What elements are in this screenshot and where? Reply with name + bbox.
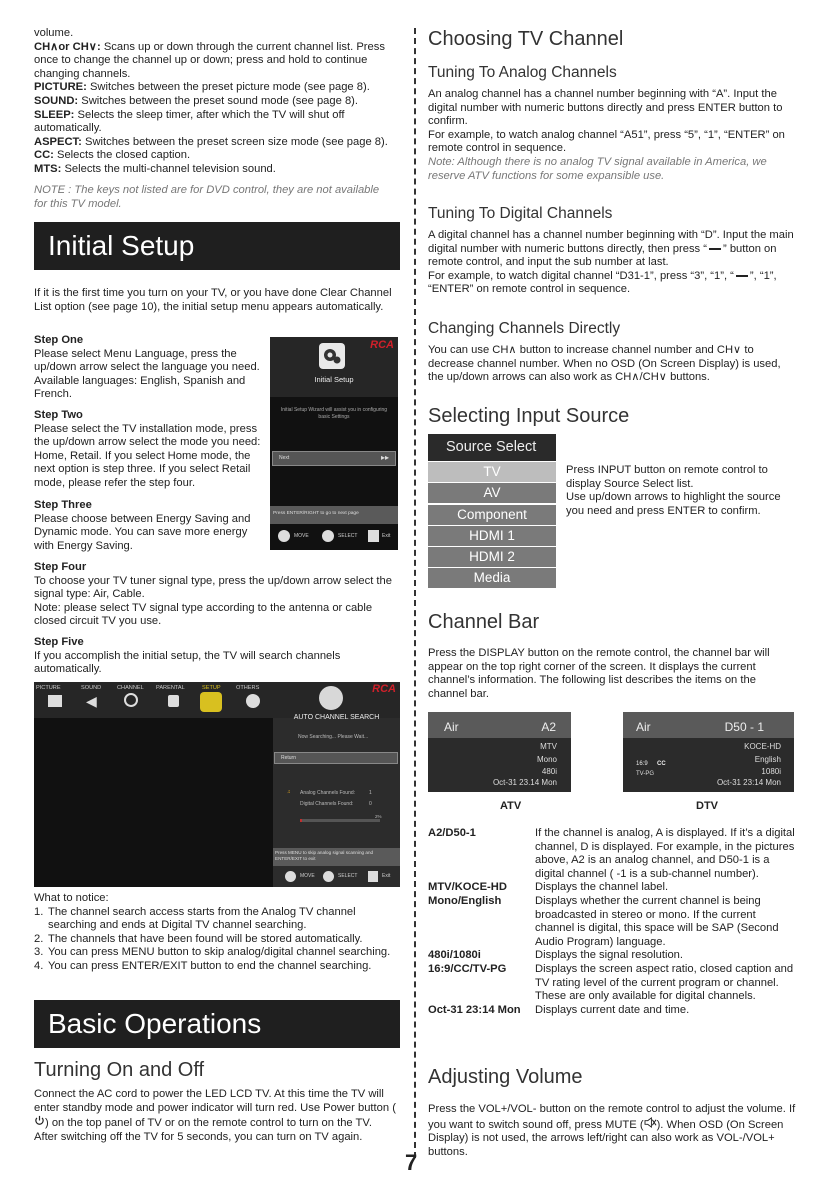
intro-value: Selects the sleep timer, after which the TV will shut off automatically.	[34, 108, 345, 135]
digital-text-c: ”, “1”, “ENTER” on remote control in sequence.	[428, 269, 777, 296]
hint-text: Press ENTER/RIGHT to go to next page	[273, 511, 359, 516]
notice-number: 3.	[34, 946, 44, 959]
analog-note: Note: Although there is no analog TV signal available in America, we reserve ATV functions for some expansible use.	[428, 155, 767, 182]
turning-text	[34, 1088, 396, 1144]
select-icon	[322, 530, 334, 542]
dash-icon	[709, 248, 721, 250]
definition-desc: Displays the signal resolution.	[535, 949, 683, 962]
source-text	[566, 464, 796, 518]
source-item-component[interactable]: Component	[428, 505, 556, 525]
select-label: SELECT	[338, 533, 358, 539]
notice-item	[34, 906, 400, 933]
intro-key: CH∧or CH∨:	[34, 40, 101, 53]
definition-row	[428, 949, 796, 963]
tab-sound[interactable]: SOUND	[81, 685, 102, 691]
definition-term: Mono/English	[428, 894, 502, 907]
step-title: Step Two	[34, 409, 83, 421]
dtv-date: Oct-31 23:14 Mon	[716, 778, 781, 787]
intro-key: SLEEP:	[34, 108, 75, 121]
source-text-body: Press INPUT button on remote control to display Source Select list. Use up/down arrows to highlight the source you need and press ENTER to confirm.	[566, 464, 781, 517]
nav-hints	[273, 868, 400, 886]
tab-setup[interactable]: SETUP	[202, 685, 221, 691]
intro-line	[34, 163, 406, 177]
dtv-audio: English	[754, 755, 781, 764]
digital-title: Tuning To Digital Channels	[428, 205, 613, 222]
analog-value: 1	[369, 790, 372, 796]
volume-text-b: ). When OSD (On Screen Display) is not used, the arrows left/right can also work as VOL-/VOL+ buttons.	[428, 1118, 784, 1158]
search-icon	[319, 686, 343, 710]
turning-text-a: Connect the AC cord to power the LED LCD TV. At this time the TV will enter standby mode and power indicator will turn red. Use Power button (	[34, 1088, 396, 1114]
step-three	[34, 499, 266, 553]
intro-key: CC:	[34, 149, 54, 162]
intro-line	[34, 27, 406, 41]
notice-number: 2.	[34, 932, 44, 945]
dtv-caption: DTV	[696, 800, 718, 812]
step-five	[34, 636, 398, 677]
analog-section	[428, 88, 794, 183]
definition-term: Oct-31 23:14 Mon	[428, 1003, 521, 1016]
intro-key: PICTURE:	[34, 81, 87, 94]
progress-label: 2%	[375, 814, 382, 819]
intro-line	[34, 41, 406, 82]
definition-row	[428, 895, 796, 949]
intro-value: Scans up or down through the current channel list. Press once to change the channel up or down; press and hold to continue changing channels.	[34, 40, 385, 80]
select-label: SELECT	[338, 873, 358, 879]
power-icon	[34, 1115, 45, 1131]
tab-others[interactable]: OTHERS	[236, 685, 260, 691]
notice-text: You can press MENU button to skip analog/digital channel searching.	[48, 946, 391, 959]
initial-setup-screen	[270, 337, 398, 550]
source-header: Source Select	[428, 434, 556, 461]
tab-picture[interactable]: PICTURE	[36, 685, 61, 691]
move-icon	[278, 530, 290, 542]
digital-value: 0	[369, 801, 372, 807]
dtv-res: 1080i	[761, 767, 781, 776]
step-text: Please select Menu Language, press the up/down arrow select the language you need. Available languages: English, Spanish and French.	[34, 347, 260, 401]
tv-icon	[48, 695, 62, 707]
definition-desc: If the channel is analog, A is displayed. If it’s a digital channel, D is displayed. For example, in the pictures above, A2 is an analog channel, and D50-1 is a digital channel ( -1 is a sub-channel number).	[535, 827, 795, 880]
definition-row	[428, 827, 796, 881]
setup-gear-icon	[200, 692, 222, 712]
hint-bar	[270, 506, 398, 524]
notice-text: You can press ENTER/EXIT button to end the channel searching.	[48, 959, 372, 972]
basic-operations-banner: Basic Operations	[34, 1000, 400, 1048]
settings-gear-icon	[319, 343, 345, 369]
column-divider	[414, 28, 416, 1158]
initial-setup-section	[34, 287, 406, 314]
intro-line	[34, 81, 406, 95]
digital-text-a: A digital channel has a channel number beginning with “D”. Input the main digital number with numeric buttons directly, then press “	[428, 229, 794, 255]
step-text: Please select the TV installation mode, press the up/down arrow select the mode you need: Home, Retail. If you select Home mode, the next option is step three. If you select Retail mode, please refer the step four.	[34, 422, 261, 489]
volume-text-a: Press the VOL+/VOL- button on the remote control to adjust the volume. If you want to switch sound off, press MUTE (	[428, 1103, 796, 1131]
definition-desc: Displays current date and time.	[535, 1003, 690, 1016]
channelbar-title: Channel Bar	[428, 611, 540, 633]
digital-label: Digital Channels Found:	[300, 801, 354, 807]
move-icon	[285, 871, 296, 882]
step-title: Step Four	[34, 561, 87, 573]
select-icon	[323, 871, 334, 882]
source-select-menu	[428, 434, 556, 588]
satellite-icon	[124, 693, 138, 707]
definition-term: MTV/KOCE-HD	[428, 881, 507, 894]
screen-title: Initial Setup	[314, 375, 354, 384]
intro-value: Switches between the preset screen size mode (see page 8).	[81, 135, 388, 148]
search-title: AUTO CHANNEL SEARCH	[293, 714, 380, 721]
notice-block	[34, 892, 400, 974]
turning-title: Turning On and Off	[34, 1059, 205, 1081]
definition-desc: Displays the channel label.	[535, 881, 669, 894]
searching-text: Now Searching... Please Wait...	[298, 734, 369, 740]
definition-term: 480i/1080i	[428, 949, 481, 962]
notice-item	[34, 960, 400, 974]
rca-logo: RCA	[372, 683, 396, 695]
definition-term: 16:9/CC/TV-PG	[428, 962, 507, 975]
changing-section	[428, 344, 798, 385]
notice-text: The channel search access starts from the Analog TV channel searching and ends at Digital TV channel searching.	[48, 905, 356, 932]
intro-line	[34, 109, 406, 136]
definition-row	[428, 881, 796, 895]
notice-title: What to notice:	[34, 892, 109, 904]
turning-text-b: ) on the top panel of TV or on the remote control to turn on the TV. After switching off the TV for 5 seconds, you can turn on TV again.	[34, 1116, 372, 1143]
exit-icon	[368, 871, 378, 882]
wizard-text: Initial Setup Wizard will assist you in configuring basic Settings	[280, 407, 388, 420]
return-label: Return	[281, 755, 297, 761]
page-number: 7	[405, 1150, 418, 1175]
atv-channel: A2	[541, 720, 556, 734]
atv-channel-bar	[428, 712, 571, 792]
step-four	[34, 561, 398, 629]
choosing-title: Choosing TV Channel	[428, 28, 624, 50]
atv-res: 480i	[541, 767, 557, 776]
step-title: Step Three	[34, 499, 92, 511]
dtv-channel-bar	[623, 712, 794, 792]
intro-key: MTS:	[34, 162, 62, 175]
others-icon	[246, 694, 260, 708]
dtv-rating: TV-PG	[636, 771, 655, 777]
intro-value: Switches between the preset sound mode (see page 8).	[78, 94, 358, 107]
notice-number: 4.	[34, 959, 44, 972]
hint-text: Press MENU to skip analog signal scanning and ENTER/EXIT to exit	[275, 850, 374, 861]
step-title: Step Five	[34, 636, 84, 648]
intro-block	[34, 27, 406, 177]
atv-caption: ATV	[500, 800, 522, 812]
analog-label: Analog Channels Found:	[300, 790, 356, 796]
dtv-aspect: 16:9	[636, 761, 648, 767]
tab-channel[interactable]: CHANNEL	[117, 685, 144, 691]
analog-text: An analog channel has a channel number beginning with “A”. Input the digital number with numeric buttons directly and press ENTER button to confirm. For example, to watch analog channel “A51”, press “5”, “1”, “ENTER” on remote control in sequence.	[428, 88, 785, 155]
intro-line	[34, 95, 406, 109]
intro-value: Selects the multi-channel television sound.	[61, 162, 276, 175]
return-button[interactable]	[274, 752, 398, 764]
nav-hints	[270, 527, 398, 547]
source-item-tv[interactable]: TV	[428, 462, 556, 482]
initial-setup-banner: Initial Setup	[34, 222, 400, 270]
intro-line	[34, 149, 406, 163]
input-title: Selecting Input Source	[428, 405, 630, 427]
mute-icon	[644, 1117, 657, 1133]
intro-key: SOUND:	[34, 94, 79, 107]
lock-icon	[168, 695, 179, 707]
notice-list	[34, 906, 400, 974]
step-two	[34, 409, 270, 491]
exit-label: Exit	[382, 533, 391, 539]
initial-setup-intro: If it is the first time you turn on your TV, or you have done Clear Channel List option (see page 10), the initial setup menu appears automatically.	[34, 287, 392, 313]
intro-value: Switches between the preset picture mode (see page 8).	[86, 81, 370, 94]
channelbar-text: Press the DISPLAY button on the remote control, the channel bar will appear on the top right corner of the screen. It displays the current channel’s information. The following list describes the items on the channel bar.	[428, 647, 770, 700]
step-title: Step One	[34, 334, 84, 346]
intro-line	[34, 136, 406, 150]
dtv-channel: D50 - 1	[724, 720, 764, 734]
notice-item	[34, 946, 400, 960]
fast-forward-icon: ▸▸	[380, 453, 389, 462]
atv-audio: Mono	[536, 755, 557, 764]
source-item-av[interactable]: AV	[428, 483, 556, 503]
next-button[interactable]	[272, 451, 396, 466]
definition-term: A2/D50-1	[428, 827, 476, 839]
dash-icon	[736, 275, 748, 277]
notice-text: The channels that have been found will be stored automatically.	[48, 932, 363, 945]
move-label: MOVE	[300, 873, 315, 879]
definition-row	[428, 963, 796, 1004]
definition-desc: Displays the screen aspect ratio, closed caption and TV rating level of the current program or channel. These are only available for digital channels.	[535, 962, 794, 1003]
step-text: If you accomplish the initial setup, the TV will search channels automatically.	[34, 649, 341, 676]
digital-section	[428, 229, 794, 297]
definition-row	[428, 1004, 796, 1018]
intro-value: Selects the closed caption.	[53, 149, 191, 162]
progress-track	[300, 819, 380, 822]
dtv-label: KOCE-HD	[744, 742, 781, 751]
exit-label: Exit	[382, 873, 391, 879]
speaker-icon: ◀	[86, 693, 97, 709]
step-text: Please choose between Energy Saving and Dynamic mode. You can save more energy with Energy Saving.	[34, 512, 251, 552]
changing-text: You can use CH∧ button to increase channel number and CH∨ to decrease channel number. When no OSD (On Screen Display) is used, the up/down arrows can also work as CH∧/CH∨ buttons.	[428, 344, 781, 384]
tab-parental[interactable]: PARENTAL	[156, 685, 185, 691]
exit-icon	[368, 530, 379, 542]
next-label: Next	[279, 455, 290, 461]
intro-key: ASPECT:	[34, 135, 82, 148]
definition-list	[428, 827, 796, 1017]
intro-note: NOTE : The keys not listed are for DVD control, they are not available for this TV model.	[34, 184, 380, 210]
definition-desc: Displays whether the current channel is being broadcasted in stereo or mono. If the current channel is digital, this space will be SAP (Second Audio Program) language.	[535, 894, 779, 948]
channel-icon: ♫	[287, 789, 291, 795]
source-list	[428, 462, 556, 588]
atv-source: Air	[444, 720, 459, 734]
move-label: MOVE	[294, 533, 309, 539]
hint-bar	[273, 848, 400, 866]
source-item-hdmi-1[interactable]: HDMI 1	[428, 526, 556, 546]
channelbar-section	[428, 647, 794, 701]
intro-value: volume.	[34, 27, 74, 39]
changing-title: Changing Channels Directly	[428, 320, 621, 337]
rca-logo: RCA	[370, 339, 394, 351]
step-one	[34, 334, 269, 402]
source-item-media[interactable]: Media	[428, 568, 556, 588]
source-item-hdmi-2[interactable]: HDMI 2	[428, 547, 556, 567]
channel-search-screen	[34, 682, 400, 887]
digital-text-b: ” button on remote control, and input the sub number at last. For example, to watch digital channel “D31-1”, press “3”, “1”, “	[428, 242, 777, 282]
atv-date: Oct-31 23.14 Mon	[492, 778, 557, 787]
atv-label: MTV	[540, 742, 557, 751]
notice-number: 1.	[34, 905, 44, 918]
volume-section	[428, 1103, 798, 1159]
notice-item	[34, 933, 400, 947]
volume-title: Adjusting Volume	[428, 1066, 583, 1088]
progress-fill	[300, 819, 302, 822]
dtv-source: Air	[636, 720, 651, 734]
step-text: To choose your TV tuner signal type, press the up/down arrow select the signal type: Air, Cable. Note: please select TV signal type according to the antenna or cable closed circuit TV you use.	[34, 574, 392, 628]
analog-title: Tuning To Analog Channels	[428, 64, 617, 81]
dtv-cc: CC	[657, 761, 666, 767]
